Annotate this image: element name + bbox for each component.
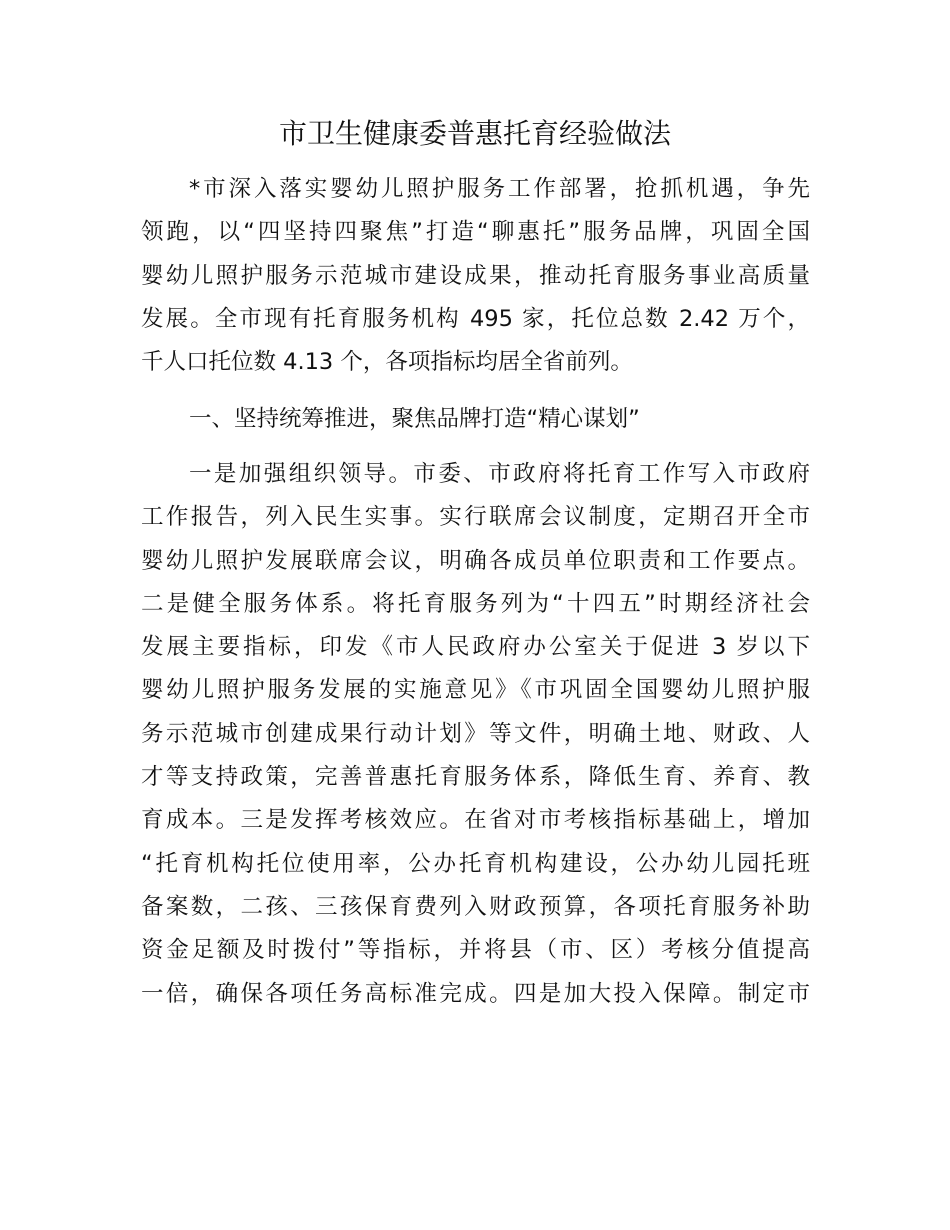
text-line: 发展主要指标，印发《市人民政府办公室关于促进 3 岁以下 <box>141 634 810 661</box>
text-line: 才等支持政策，完善普惠托育服务体系，降低生育、养育、教 <box>141 764 810 791</box>
text-line: 备案数，二孩、三孩保育费列入财政预算，各项托育服务补助 <box>141 893 810 920</box>
text-line: 婴幼儿照护服务发展的实施意见》《市巩固全国婴幼儿照护服 <box>141 677 810 704</box>
text-line: 发展。全市现有托育服务机构 495 家，托位总数 2.42 万个， <box>141 305 810 332</box>
body-paragraph <box>141 453 810 1016</box>
section-heading: 一、坚持统筹推进，聚焦品牌打造“精心谋划” <box>189 406 640 432</box>
text-line: 领跑，以“四坚持四聚焦”打造“聊惠托”服务品牌，巩固全国 <box>141 219 810 246</box>
text-line: 一是加强组织领导。市委、市政府将托育工作写入市政府 <box>189 461 810 487</box>
section-heading-block <box>141 398 810 441</box>
text-line: 育成本。三是发挥考核效应。在省对市考核指标基础上，增加 <box>141 807 810 834</box>
text-line: 二是健全服务体系。将托育服务列为“十四五”时期经济社会 <box>141 590 810 617</box>
intro-paragraph <box>141 168 810 384</box>
text-line: 千人口托位数 4.13 个，各项指标均居全省前列。 <box>141 349 633 376</box>
document-title: 市卫生健康委普惠托育经验做法 <box>278 117 671 150</box>
text-line: “托育机构托位使用率，公办托育机构建设，公办幼儿园托班 <box>141 850 810 877</box>
text-line: 一倍，确保各项任务高标准完成。四是加大投入保障。制定市 <box>141 980 810 1007</box>
text-line: 婴幼儿照护发展联席会议，明确各成员单位职责和工作要点。 <box>141 547 810 574</box>
text-line: *市深入落实婴幼儿照护服务工作部署，抢抓机遇，争先 <box>189 176 810 202</box>
text-line: 工作报告，列入民生实事。实行联席会议制度，定期召开全市 <box>141 504 810 531</box>
text-line: 资金足额及时拨付”等指标，并将县（市、区）考核分值提高 <box>141 937 810 964</box>
text-line: 务示范城市创建成果行动计划》等文件，明确土地、财政、人 <box>141 720 810 747</box>
text-line: 婴幼儿照护服务示范城市建设成果，推动托育服务事业高质量 <box>141 262 810 289</box>
